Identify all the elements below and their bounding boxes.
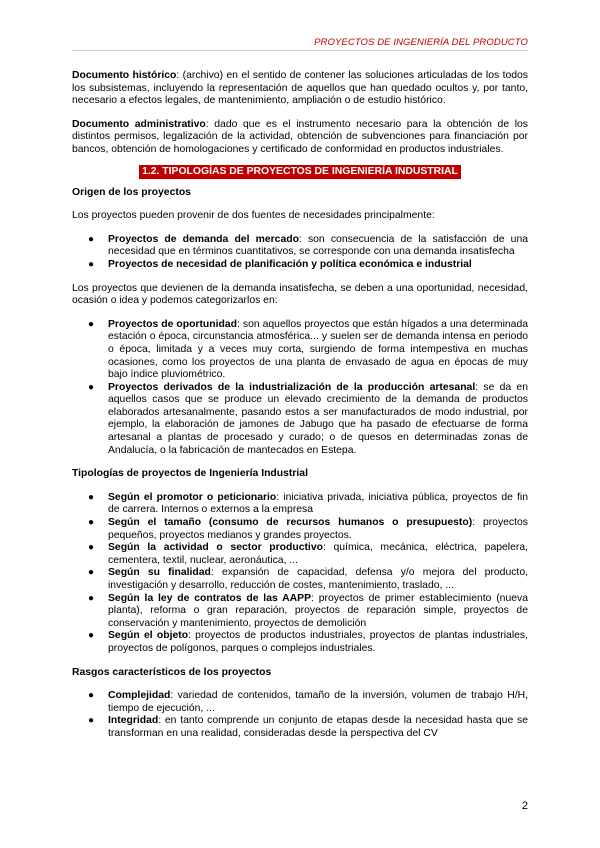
item-text: : expansión de capacidad, defensa y/o mejora del producto, investigación y desarrollo, reducción de costes, mantenimiento, traslado, ... xyxy=(108,567,528,591)
list-item xyxy=(72,517,528,542)
term: Según la ley de contratos de las AAPP xyxy=(108,592,312,604)
definition-text: : dado que es el instrumento necesario para la obtención de los distintos permisos, legalización de la actividad, obtención de subvenciones para financiación por bancos, obtención de homologaciones y certificado de conformidad en productos industriales. xyxy=(72,118,528,155)
term: Según el objeto xyxy=(108,630,189,642)
list-categorias xyxy=(72,319,528,458)
list-item xyxy=(72,690,528,715)
heading-tipologias: Tipologías de proyectos de Ingeniería Industrial xyxy=(72,468,308,480)
term: Proyectos de necesidad de planificación y política económica e industrial xyxy=(108,258,472,270)
bullet-icon: ● xyxy=(88,491,95,503)
item-text: : proyectos de primer establecimiento (nueva planta), reforma o gran reparación, proyectos de reparación simple, proyectos de conservación y mantenimiento, proyectos de demolición xyxy=(108,592,528,629)
item-text: : se da en aquellos casos que se produce un elevado crecimiento de la demanda de productos elaborados artesanalmente, pasando estos a ser manufacturados de modo industrial, por ejemplo, la elaboración de jamones de Jabugo que ha pasado de efectuarse de forma artesanal a plantas de procesado y curado; o de quesos en determinadas zonas de Andalucía, o la fabricación de mantecados en Estepa. xyxy=(108,381,528,456)
term: Documento histórico xyxy=(72,70,177,81)
list-item xyxy=(72,234,528,259)
term: Proyectos derivados de la industrialización de la producción artesanal xyxy=(108,381,476,393)
item-text: : proyectos pequeños, proyectos medianos y grandes proyectos. xyxy=(108,517,528,541)
list-item xyxy=(72,319,528,382)
running-header: PROYECTOS DE INGENIERÍA DEL PRODUCTO xyxy=(314,37,528,48)
bullet-icon: ● xyxy=(88,517,95,529)
list-item xyxy=(72,715,528,740)
bullet-icon: ● xyxy=(88,715,95,727)
list-item xyxy=(72,593,528,631)
item-text: : son consecuencia de la satisfacción de una necesidad que en términos cuantitativos, se corresponde con una demanda insatisfecha xyxy=(108,233,528,258)
item-text: : en tanto comprende un conjunto de etapas desde la necesidad hasta que se transforman en una realidad, consideradas desde la perspectiva del CV xyxy=(108,715,528,739)
bullet-icon: ● xyxy=(88,630,95,642)
header-rule xyxy=(72,50,528,51)
bullet-icon: ● xyxy=(88,567,95,579)
term: Documento administrativo xyxy=(72,118,206,130)
page-number: 2 xyxy=(521,800,528,812)
item-text: : son aquellos proyectos que están hígados a una determinada estación o época, circunstancia atmosférica... y suelen ser de demanda intensa en periodo o época, limitada y a veces muy corta, surgiendo de forma intempestiva en muchas ocasiones, como los proyectos de una planta de envasado de agua en épocas de muy bajo índice pluviométrico. xyxy=(108,318,529,381)
list-item xyxy=(72,259,528,272)
bullet-icon: ● xyxy=(88,233,95,245)
term: Según su finalidad xyxy=(108,567,211,579)
bullet-icon: ● xyxy=(88,690,95,702)
term: Complejidad xyxy=(108,690,171,702)
term: Proyectos de demanda del mercado xyxy=(108,233,299,245)
list-item xyxy=(72,542,528,567)
page-content xyxy=(72,70,528,741)
paragraph-documento-administrativo xyxy=(72,119,528,157)
paragraph-documento-historico xyxy=(72,70,528,108)
bullet-icon: ● xyxy=(88,318,95,330)
term: Según la actividad o sector productivo xyxy=(108,542,323,554)
item-text: : iniciativa privada, iniciativa pública, proyectos de fin de carrera. Internos o externos a la empresa xyxy=(108,491,529,516)
item-text: : proyectos de productos industriales, proyectos de plantas industriales, proyectos de polígonos, parques o complejos industriales. xyxy=(108,630,529,654)
bullet-icon: ● xyxy=(88,592,95,604)
item-text: : variedad de contenidos, tamaño de la inversión, volumen de trabajo H/H, tiempo de ejecución, ... xyxy=(108,690,528,714)
paragraph-origen-intro: Los proyectos pueden provenir de dos fuentes de necesidades principalmente: xyxy=(72,210,435,222)
heading-origen: Origen de los proyectos xyxy=(72,186,191,198)
definition-text: : (archivo) en el sentido de contener las soluciones articuladas de los todos los subsistemas, incluyendo la representación de aquellos que han quedado ocultos y, por tanto, necesario a efectos legales, de mantenimiento, ampliación o de estudio histórico. xyxy=(72,70,528,107)
list-fuentes xyxy=(72,234,528,272)
paragraph-origen-intro2: Los proyectos que devienen de la demanda insatisfecha, se deben a una oportunidad, necesidad, ocasión o idea y podemos categorizarlos en: xyxy=(72,282,528,307)
term: Integridad xyxy=(108,715,159,727)
list-item xyxy=(72,492,528,517)
section-title: 1.2. TIPOLOGÍAS DE PROYECTOS DE INGENIERÍA INDUSTRIAL xyxy=(139,165,461,179)
list-rasgos xyxy=(72,690,528,740)
list-item xyxy=(72,567,528,592)
item-text: : química, mecánica, eléctrica, papelera, cementera, textil, nuclear, aeronáutica, ... xyxy=(108,542,528,566)
bullet-icon: ● xyxy=(88,258,95,270)
term: Proyectos de oportunidad xyxy=(108,318,237,330)
list-tipologias xyxy=(72,492,528,656)
heading-rasgos: Rasgos característicos de los proyectos xyxy=(72,666,272,678)
term: Según el promotor o peticionario xyxy=(108,491,277,503)
list-item xyxy=(72,630,528,655)
list-item xyxy=(72,382,528,458)
bullet-icon: ● xyxy=(88,542,95,554)
term: Según el tamaño (consumo de recursos humanos o presupuesto) xyxy=(108,517,473,529)
bullet-icon: ● xyxy=(88,381,95,393)
